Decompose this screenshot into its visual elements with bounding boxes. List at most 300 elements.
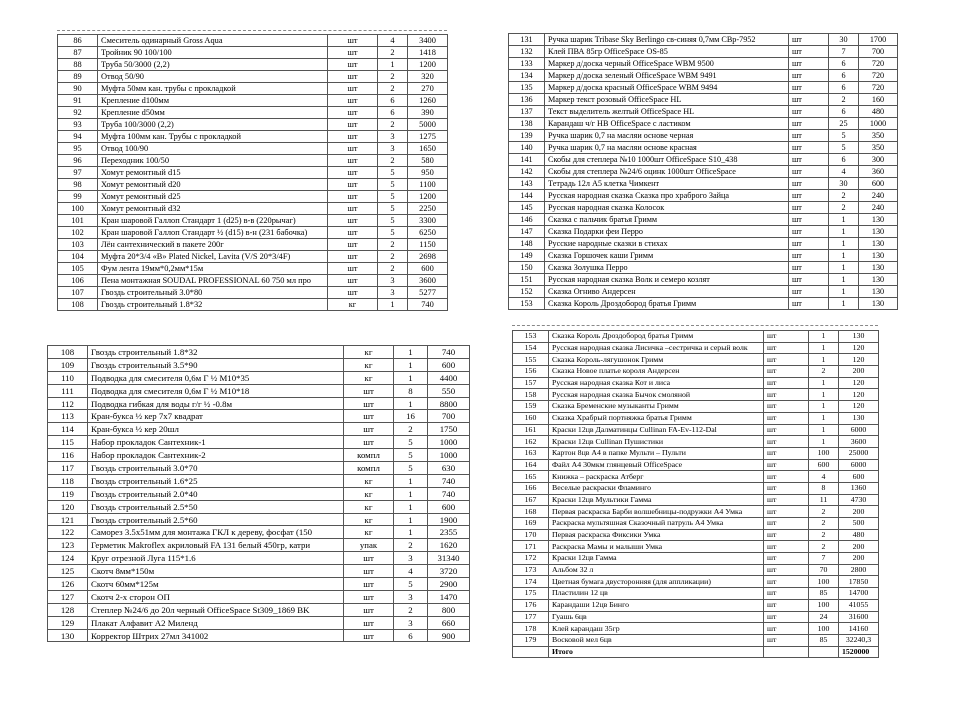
row-number-cell: 177: [513, 611, 549, 623]
item-name-cell: Клей ПВА 85гр OfficeSpace OS-85: [545, 46, 789, 58]
item-name-cell: Фум лента 19мм*0,2мм*15м: [98, 263, 328, 275]
amount-cell: 1200: [408, 59, 448, 71]
item-name-cell: Сказка Золушка Перро: [545, 262, 789, 274]
item-name-cell: Скотч 2-х сторон ОП: [88, 590, 344, 603]
item-name-cell: Сказка Новое платье короля Андерсен: [549, 366, 764, 378]
quantity-cell: 6: [829, 82, 859, 94]
item-name-cell: Карандаши 12цв Бинго: [549, 599, 764, 611]
item-name-cell: Гвоздь строительный 3.0*80: [98, 287, 328, 299]
row-number-cell: 148: [509, 238, 545, 250]
unit-cell: шт: [344, 565, 394, 578]
item-name-cell: Сказка Король Дроздобород братья Гримм: [549, 331, 764, 343]
amount-cell: 1470: [428, 590, 470, 603]
table-row: [58, 203, 448, 215]
unit-cell: шт: [344, 590, 394, 603]
row-number-cell: 122: [48, 526, 88, 539]
table-row: [48, 616, 470, 629]
row-number-cell: 155: [513, 354, 549, 366]
amount-cell: 600: [428, 358, 470, 371]
row-number-cell: 159: [513, 401, 549, 413]
item-name-cell: Гвоздь строительный 2.5*60: [88, 513, 344, 526]
quantity-cell: 1: [809, 354, 839, 366]
item-name-cell: Раскраска Мамы и малыши Умка: [549, 541, 764, 553]
quantity-cell: 1: [829, 274, 859, 286]
item-name-cell: Тройник 90 100/100: [98, 47, 328, 59]
quantity-cell: 6: [378, 95, 408, 107]
item-name-cell: Саморез 3.5х51мм для монтажа ГКЛ к дереву, фосфат (150: [88, 526, 344, 539]
unit-cell: шт: [328, 167, 378, 179]
unit-cell: шт: [789, 190, 829, 202]
amount-cell: 480: [839, 529, 879, 541]
item-name-cell: Сказка Горшочек каши Гримм: [545, 250, 789, 262]
unit-cell: шт: [328, 59, 378, 71]
unit-cell: кг: [344, 358, 394, 371]
unit-cell: шт: [764, 471, 809, 483]
row-number-cell: 124: [48, 552, 88, 565]
amount-cell: 130: [859, 238, 898, 250]
unit-cell: шт: [789, 298, 829, 310]
row-number-cell: 139: [509, 130, 545, 142]
quantity-cell: 2: [378, 155, 408, 167]
row-number-cell: 162: [513, 436, 549, 448]
unit-cell: шт: [328, 263, 378, 275]
row-number-cell: 127: [48, 590, 88, 603]
quantity-cell: 2: [809, 506, 839, 518]
amount-cell: 740: [428, 474, 470, 487]
row-number-cell: 141: [509, 154, 545, 166]
amount-cell: 2355: [428, 526, 470, 539]
item-name-cell: Краски 12цв Далматинцы Cullinan FA-Ev-112-Dal: [549, 424, 764, 436]
unit-cell: шт: [764, 459, 809, 471]
quantity-cell: 1: [829, 298, 859, 310]
unit-cell: шт: [764, 366, 809, 378]
quantity-cell: 1: [809, 342, 839, 354]
item-name-cell: Краски 12цв Мультики Гамма: [549, 494, 764, 506]
item-name-cell: Кран-букса ½ кер 7х7 квадрат: [88, 410, 344, 423]
amount-cell: 120: [839, 401, 879, 413]
row-number-cell: 166: [513, 482, 549, 494]
quantity-cell: 5: [378, 179, 408, 191]
quantity-cell: 2: [378, 47, 408, 59]
amount-cell: 130: [839, 331, 879, 343]
item-name-cell: Ручка шарик Tribase Sky Berlingo св-синяя 0,7мм CBp-7952: [545, 34, 789, 46]
unit-cell: шт: [328, 275, 378, 287]
unit-cell: шт: [328, 251, 378, 263]
quantity-cell: 4: [829, 166, 859, 178]
quantity-cell: 2: [394, 603, 428, 616]
table-row: [513, 494, 879, 506]
table-row: [48, 565, 470, 578]
unit-cell: кг: [344, 371, 394, 384]
item-name-cell: Маркер д/доска красный OfficeSpace WBM 9494: [545, 82, 789, 94]
unit-cell: шт: [789, 286, 829, 298]
row-number-cell: 131: [509, 34, 545, 46]
table-row: [48, 449, 470, 462]
table-row: [48, 590, 470, 603]
item-name-cell: Труба 100/3000 (2,2): [98, 119, 328, 131]
amount-cell: 720: [859, 82, 898, 94]
table-row: [58, 167, 448, 179]
table-row: [513, 447, 879, 459]
unit-cell: шт: [344, 436, 394, 449]
unit-cell: шт: [764, 634, 809, 646]
table-row: [48, 423, 470, 436]
row-number-cell: 169: [513, 518, 549, 530]
unit-cell: кг: [344, 474, 394, 487]
quantity-cell: 1: [829, 214, 859, 226]
quantity-cell: 5: [378, 215, 408, 227]
row-number-cell: 89: [58, 71, 98, 83]
quantity-cell: 1: [394, 371, 428, 384]
amount-cell: 700: [428, 410, 470, 423]
row-number-cell: 153: [509, 298, 545, 310]
unit-cell: шт: [789, 166, 829, 178]
item-name-cell: Пена монтажная SOUDAL PROFESSIONAL 60 750 мл про: [98, 275, 328, 287]
table-row: [58, 119, 448, 131]
quantity-cell: 2: [829, 190, 859, 202]
item-name-cell: Цветная бумага двусторонняя (для аппликации): [549, 576, 764, 588]
item-name-cell: Русские народные сказки в стихах: [545, 238, 789, 250]
item-name-cell: Гвоздь строительный 2.0*40: [88, 487, 344, 500]
row-number-cell: 96: [58, 155, 98, 167]
quantity-cell: 2: [829, 202, 859, 214]
amount-cell: 31340: [428, 552, 470, 565]
item-name-cell: Русская народная сказка Лисичка –сестричка и серый волк: [549, 342, 764, 354]
item-name-cell: Сказка Храбрый портняжка братья Гримм: [549, 412, 764, 424]
row-number-cell: 88: [58, 59, 98, 71]
amount-cell: 300: [859, 154, 898, 166]
quantity-cell: 1: [394, 346, 428, 359]
plumbing-table-top-left: [57, 34, 448, 311]
item-name-cell: Гвоздь строительный 1.8*32: [98, 299, 328, 311]
unit-cell: шт: [764, 377, 809, 389]
table-row: [48, 513, 470, 526]
unit-cell: шт: [344, 603, 394, 616]
item-name-cell: Гвоздь строительный 3.5*90: [88, 358, 344, 371]
quantity-cell: 1: [394, 500, 428, 513]
amount-cell: 630: [428, 462, 470, 475]
amount-cell: 600: [839, 471, 879, 483]
item-name-cell: Кран шаровой Галлоп Стандарт ½ (d15) в-н (231 бабочка): [98, 227, 328, 239]
table-row: [513, 599, 879, 611]
amount-cell: 160: [859, 94, 898, 106]
amount-cell: 740: [428, 346, 470, 359]
row-number-cell: 135: [509, 82, 545, 94]
table-row: [48, 346, 470, 359]
table-row: [509, 202, 898, 214]
quantity-cell: 2: [378, 239, 408, 251]
amount-cell: 720: [859, 58, 898, 70]
item-name-cell: Альбом 32 л: [549, 564, 764, 576]
table-row: [509, 166, 898, 178]
quantity-cell: 1: [809, 377, 839, 389]
row-number-cell: 118: [48, 474, 88, 487]
item-name-cell: Смеситель одинарный Gross Aqua: [98, 35, 328, 47]
row-number-cell: 108: [48, 346, 88, 359]
quantity-cell: 85: [809, 634, 839, 646]
amount-cell: 130: [859, 226, 898, 238]
amount-cell: 1418: [408, 47, 448, 59]
quantity-cell: 1: [809, 424, 839, 436]
quantity-cell: 3: [394, 590, 428, 603]
item-name-cell: Гвоздь строительный 1.8*32: [88, 346, 344, 359]
unit-cell: шт: [328, 203, 378, 215]
quantity-cell: 1: [829, 262, 859, 274]
row-number-cell: 104: [58, 251, 98, 263]
unit-cell: шт: [328, 35, 378, 47]
unit-cell: компл: [344, 462, 394, 475]
table-row: [48, 410, 470, 423]
row-number-cell: 106: [58, 275, 98, 287]
item-name-cell: Переходник 100/50: [98, 155, 328, 167]
item-name-cell: Русская народная сказка Колосок: [545, 202, 789, 214]
table-row: [513, 412, 879, 424]
unit-cell: шт: [764, 576, 809, 588]
unit-cell: шт: [764, 553, 809, 565]
table-row: [509, 34, 898, 46]
quantity-cell: 2: [809, 366, 839, 378]
item-name-cell: Хомут ремонтный d15: [98, 167, 328, 179]
quantity-cell: 5: [394, 449, 428, 462]
item-name-cell: Кран-букса ½ кер 20шл: [88, 423, 344, 436]
unit-cell: кг: [344, 346, 394, 359]
table-row: [48, 629, 470, 642]
unit-cell: шт: [328, 215, 378, 227]
table-row: [509, 118, 898, 130]
row-number-cell: 140: [509, 142, 545, 154]
row-number-cell: 86: [58, 35, 98, 47]
row-number-cell: 111: [48, 384, 88, 397]
amount-cell: 1260: [408, 95, 448, 107]
row-number-cell: 134: [509, 70, 545, 82]
quantity-cell: 2: [378, 83, 408, 95]
row-number-cell: 175: [513, 588, 549, 600]
unit-cell: кг: [344, 526, 394, 539]
row-number-cell: 153: [513, 331, 549, 343]
item-name-cell: Русская народная сказка Волк и семеро козлят: [545, 274, 789, 286]
table-row: [509, 94, 898, 106]
amount-cell: 25000: [839, 447, 879, 459]
quantity-cell: 1: [829, 250, 859, 262]
quantity-cell: 2: [378, 119, 408, 131]
quantity-cell: 2: [809, 541, 839, 553]
row-number-cell: 133: [509, 58, 545, 70]
item-name-cell: Сказка с пальчик братья Гримм: [545, 214, 789, 226]
quantity-cell: 5: [829, 130, 859, 142]
amount-cell: 2800: [839, 564, 879, 576]
row-number-cell: 145: [509, 202, 545, 214]
item-name-cell: Сказка Король-лягушонок Гримм: [549, 354, 764, 366]
unit-cell: шт: [344, 410, 394, 423]
unit-cell: шт: [764, 564, 809, 576]
quantity-cell: 100: [809, 599, 839, 611]
amount-cell: 950: [408, 167, 448, 179]
quantity-cell: 1: [809, 331, 839, 343]
quantity-cell: 1: [394, 513, 428, 526]
item-name-cell: Сказка Подарки феи Перро: [545, 226, 789, 238]
quantity-cell: 100: [809, 623, 839, 635]
row-number-cell: 103: [58, 239, 98, 251]
amount-cell: 600: [408, 263, 448, 275]
amount-cell: 130: [859, 298, 898, 310]
amount-cell: 5277: [408, 287, 448, 299]
quantity-cell: 3: [378, 275, 408, 287]
row-number-cell: 98: [58, 179, 98, 191]
books-art-table-bottom-right: [512, 330, 879, 658]
total-value: 1520000: [839, 646, 879, 658]
amount-cell: 2250: [408, 203, 448, 215]
row-number-cell: 117: [48, 462, 88, 475]
table-row: [513, 518, 879, 530]
row-number-cell: 107: [58, 287, 98, 299]
item-name-cell: Первая раскраска Барби волшебницы-подружки А4 Умка: [549, 506, 764, 518]
table-row: [58, 131, 448, 143]
table-row: [509, 262, 898, 274]
item-name-cell: Тетрадь 12л А5 клетка Чимкент: [545, 178, 789, 190]
amount-cell: 240: [859, 202, 898, 214]
unit-cell: шт: [764, 342, 809, 354]
amount-cell: 700: [859, 46, 898, 58]
row-number-cell: 171: [513, 541, 549, 553]
row-number-cell: 168: [513, 506, 549, 518]
table-row: [513, 611, 879, 623]
row-number-cell: 105: [58, 263, 98, 275]
table-row: [513, 553, 879, 565]
amount-cell: 2698: [408, 251, 448, 263]
amount-cell: 200: [839, 541, 879, 553]
quantity-cell: 5: [829, 142, 859, 154]
quantity-cell: 1: [829, 226, 859, 238]
item-name-cell: Гвоздь строительный 3.0*70: [88, 462, 344, 475]
quantity-cell: 7: [809, 553, 839, 565]
row-number-cell: 147: [509, 226, 545, 238]
row-number-cell: 92: [58, 107, 98, 119]
total-cell-empty: [809, 646, 839, 658]
quantity-cell: 2: [394, 423, 428, 436]
row-number-cell: 126: [48, 578, 88, 591]
table-row: [58, 251, 448, 263]
row-number-cell: 176: [513, 599, 549, 611]
row-number-cell: 178: [513, 623, 549, 635]
item-name-cell: Подводка для смесителя 0,6м Г ½ М10*18: [88, 384, 344, 397]
row-number-cell: 108: [58, 299, 98, 311]
row-number-cell: 95: [58, 143, 98, 155]
unit-cell: шт: [764, 401, 809, 413]
quantity-cell: 6: [829, 154, 859, 166]
unit-cell: шт: [764, 436, 809, 448]
quantity-cell: 1: [829, 238, 859, 250]
total-cell-empty: [513, 646, 549, 658]
row-number-cell: 93: [58, 119, 98, 131]
unit-cell: шт: [328, 191, 378, 203]
row-number-cell: 100: [58, 203, 98, 215]
table-row: [48, 358, 470, 371]
row-number-cell: 170: [513, 529, 549, 541]
quantity-cell: 1: [394, 358, 428, 371]
amount-cell: 5000: [408, 119, 448, 131]
item-name-cell: Файл А4 30мкм глянцевый OfficeSpace: [549, 459, 764, 471]
row-number-cell: 157: [513, 377, 549, 389]
table-row: [48, 487, 470, 500]
table-row: [48, 474, 470, 487]
amount-cell: 740: [408, 299, 448, 311]
row-number-cell: 160: [513, 412, 549, 424]
unit-cell: шт: [344, 552, 394, 565]
quantity-cell: 6: [829, 58, 859, 70]
amount-cell: 320: [408, 71, 448, 83]
quantity-cell: 6: [829, 70, 859, 82]
row-number-cell: 173: [513, 564, 549, 576]
item-name-cell: Пластилин 12 цв: [549, 588, 764, 600]
quantity-cell: 1: [394, 397, 428, 410]
table-row: [509, 46, 898, 58]
row-number-cell: 94: [58, 131, 98, 143]
unit-cell: шт: [764, 529, 809, 541]
unit-cell: шт: [328, 47, 378, 59]
item-name-cell: Набор прокладок Сантехник-2: [88, 449, 344, 462]
table-row: [48, 578, 470, 591]
table-row: [509, 250, 898, 262]
quantity-cell: 5: [378, 203, 408, 215]
table-row: [58, 59, 448, 71]
quantity-cell: 5: [378, 167, 408, 179]
amount-cell: 550: [428, 384, 470, 397]
table-row: [509, 286, 898, 298]
amount-cell: 1700: [859, 34, 898, 46]
amount-cell: 1000: [428, 436, 470, 449]
unit-cell: шт: [328, 71, 378, 83]
item-name-cell: Кран шаровой Галлоп Стандарт 1 (d25) в-в (220рычаг): [98, 215, 328, 227]
unit-cell: шт: [789, 226, 829, 238]
table-row: [58, 35, 448, 47]
row-number-cell: 151: [509, 274, 545, 286]
table-row: [58, 287, 448, 299]
unit-cell: шт: [328, 143, 378, 155]
unit-cell: шт: [789, 238, 829, 250]
item-name-cell: Отвод 50/90: [98, 71, 328, 83]
table-row: [509, 70, 898, 82]
row-number-cell: 146: [509, 214, 545, 226]
amount-cell: 1750: [428, 423, 470, 436]
unit-cell: шт: [789, 70, 829, 82]
item-name-cell: Хомут ремонтный d32: [98, 203, 328, 215]
amount-cell: 740: [428, 487, 470, 500]
unit-cell: шт: [789, 94, 829, 106]
amount-cell: 480: [859, 106, 898, 118]
quantity-cell: 1: [829, 286, 859, 298]
table-row: [509, 238, 898, 250]
item-name-cell: Степлер №24/6 до 20л черный OfficeSpace St309_1869 BK: [88, 603, 344, 616]
amount-cell: 350: [859, 142, 898, 154]
row-number-cell: 112: [48, 397, 88, 410]
quantity-cell: 85: [809, 588, 839, 600]
table-row: [509, 154, 898, 166]
item-name-cell: Маркер текст розовый OfficeSpace HL: [545, 94, 789, 106]
table-row: [513, 506, 879, 518]
table-row: [58, 275, 448, 287]
item-name-cell: Гвоздь строительный 2.5*50: [88, 500, 344, 513]
item-name-cell: Сказка Огниво Андерсен: [545, 286, 789, 298]
quantity-cell: 2: [378, 251, 408, 263]
unit-cell: шт: [789, 202, 829, 214]
unit-cell: шт: [764, 599, 809, 611]
quantity-cell: 600: [809, 459, 839, 471]
amount-cell: 1150: [408, 239, 448, 251]
amount-cell: 14700: [839, 588, 879, 600]
amount-cell: 200: [839, 506, 879, 518]
table-row: [509, 274, 898, 286]
unit-cell: шт: [764, 331, 809, 343]
